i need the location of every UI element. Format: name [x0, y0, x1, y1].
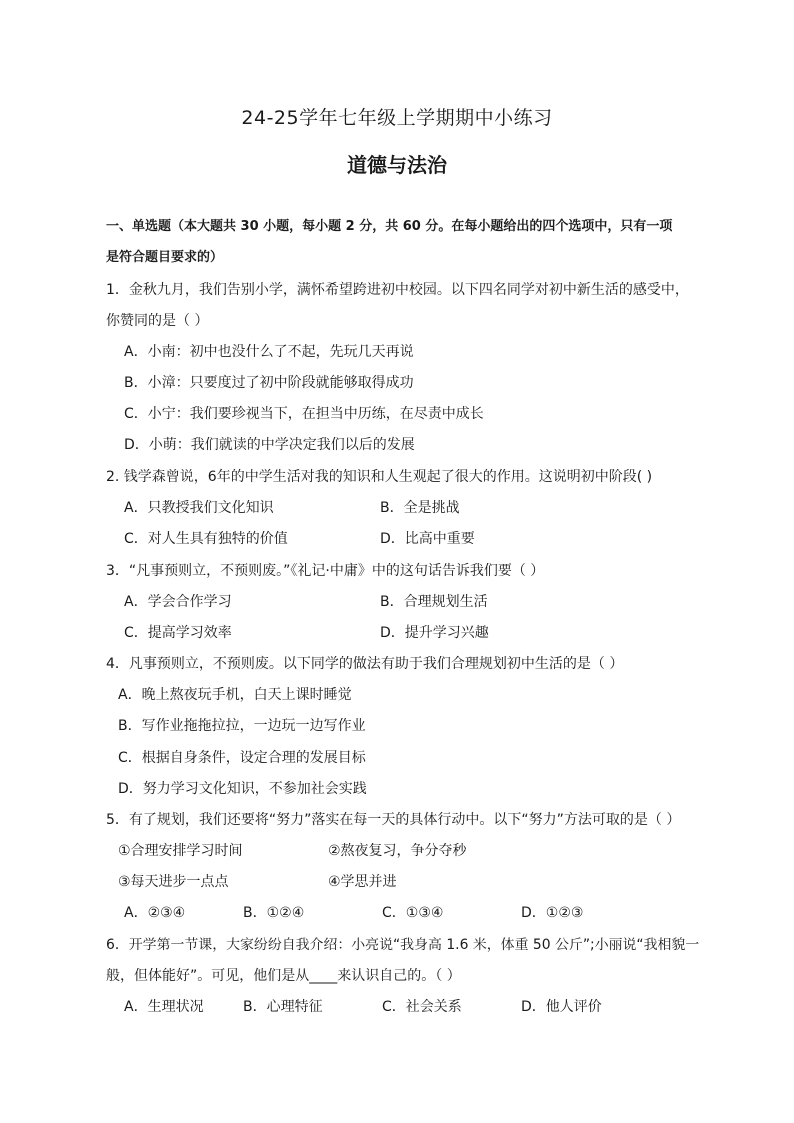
question-5-option-d: D．①②③: [521, 905, 584, 921]
question-1-stem-line1: 1．金秋九月，我们告别小学，满怀希望跨进初中校园。以下四名同学对初中新生活的感受中，: [106, 282, 689, 298]
question-1-stem-line2: 你赞同的是（ ）: [106, 313, 209, 329]
question-5-item-2: ②熬夜复习，争分夺秒: [328, 843, 467, 859]
question-3-option-a: A．学会合作学习: [124, 594, 232, 610]
question-4-option-b: B．写作业拖拖拉拉，一边玩一边写作业: [118, 718, 366, 734]
question-3-stem: 3．“凡事预则立，不预则废。”《礼记·中庸》中的这句话告诉我们要（ ）: [106, 563, 545, 579]
question-1-option-b: B．小漳：只要度过了初中阶段就能够取得成功: [124, 375, 414, 391]
question-5-option-b: B．①②④: [243, 905, 305, 921]
question-1-option-c: C．小宁：我们要珍视当下，在担当中历练，在尽责中成长: [124, 406, 484, 422]
question-5-stem: 5．有了规划，我们还要将“努力”落实在每一天的具体行动中。以下“努力”方法可取的是（ ）: [106, 812, 681, 828]
question-6-option-c: C．社会关系: [382, 999, 462, 1015]
question-1-option-d: D．小萌：我们就读的中学决定我们以后的发展: [124, 437, 415, 453]
question-2-option-a: A．只教授我们文化知识: [124, 500, 274, 516]
question-2-option-b: B．全是挑战: [380, 500, 460, 516]
question-6-option-b: B．心理特征: [243, 999, 323, 1015]
question-4-stem: 4．凡事预则立，不预则废。以下同学的做法有助于我们合理规划初中生活的是（ ）: [106, 656, 624, 672]
question-4-option-c: C．根据自身条件，设定合理的发展目标: [118, 750, 366, 766]
question-6-stem-line2: 般，但体能好”。可见，他们是从____来认识自己的。（ ）: [106, 968, 461, 984]
exam-title: 24-25学年七年级上学期期中小练习: [241, 107, 553, 129]
question-6-option-a: A．生理状况: [124, 999, 204, 1015]
question-5-option-c: C．①③④: [382, 905, 444, 921]
question-1-option-a: A．小南：初中也没什么了不起，先玩几天再说: [124, 344, 414, 360]
question-2-stem: 2. 钱学森曾说，6年的中学生活对我的知识和人生观起了很大的作用。这说明初中阶段( ): [106, 469, 653, 485]
question-2-option-c: C．对人生具有独特的价值: [124, 531, 288, 547]
question-4-option-a: A．晚上熬夜玩手机，白天上课时睡觉: [118, 687, 352, 703]
question-3-option-b: B．合理规划生活: [380, 594, 488, 610]
section-heading-line2: 是符合题目要求的）: [106, 250, 224, 265]
question-6-option-d: D．他人评价: [521, 999, 602, 1015]
question-3-option-d: D．提升学习兴趣: [380, 625, 489, 641]
question-4-option-d: D．努力学习文化知识，不参加社会实践: [118, 781, 367, 797]
section-heading-line1: 一、单选题（本大题共 30 小题，每小题 2 分，共 60 分。在每小题给出的四个选项中，只有一项: [106, 219, 673, 234]
question-3-option-c: C．提高学习效率: [124, 625, 232, 641]
subject-title: 道德与法治: [347, 153, 447, 177]
question-2-option-d: D．比高中重要: [380, 531, 475, 547]
question-5-item-4: ④学思并进: [328, 874, 397, 890]
question-5-option-a: A．②③④: [124, 905, 186, 921]
question-5-item-3: ③每天进步一点点: [118, 874, 229, 890]
question-6-stem-line1: 6．开学第一节课，大家纷纷自我介绍：小亮说“我身高 1.6 米，体重 50 公斤”;小丽说“我相貌一: [106, 937, 700, 953]
question-5-item-1: ①合理安排学习时间: [118, 843, 243, 859]
